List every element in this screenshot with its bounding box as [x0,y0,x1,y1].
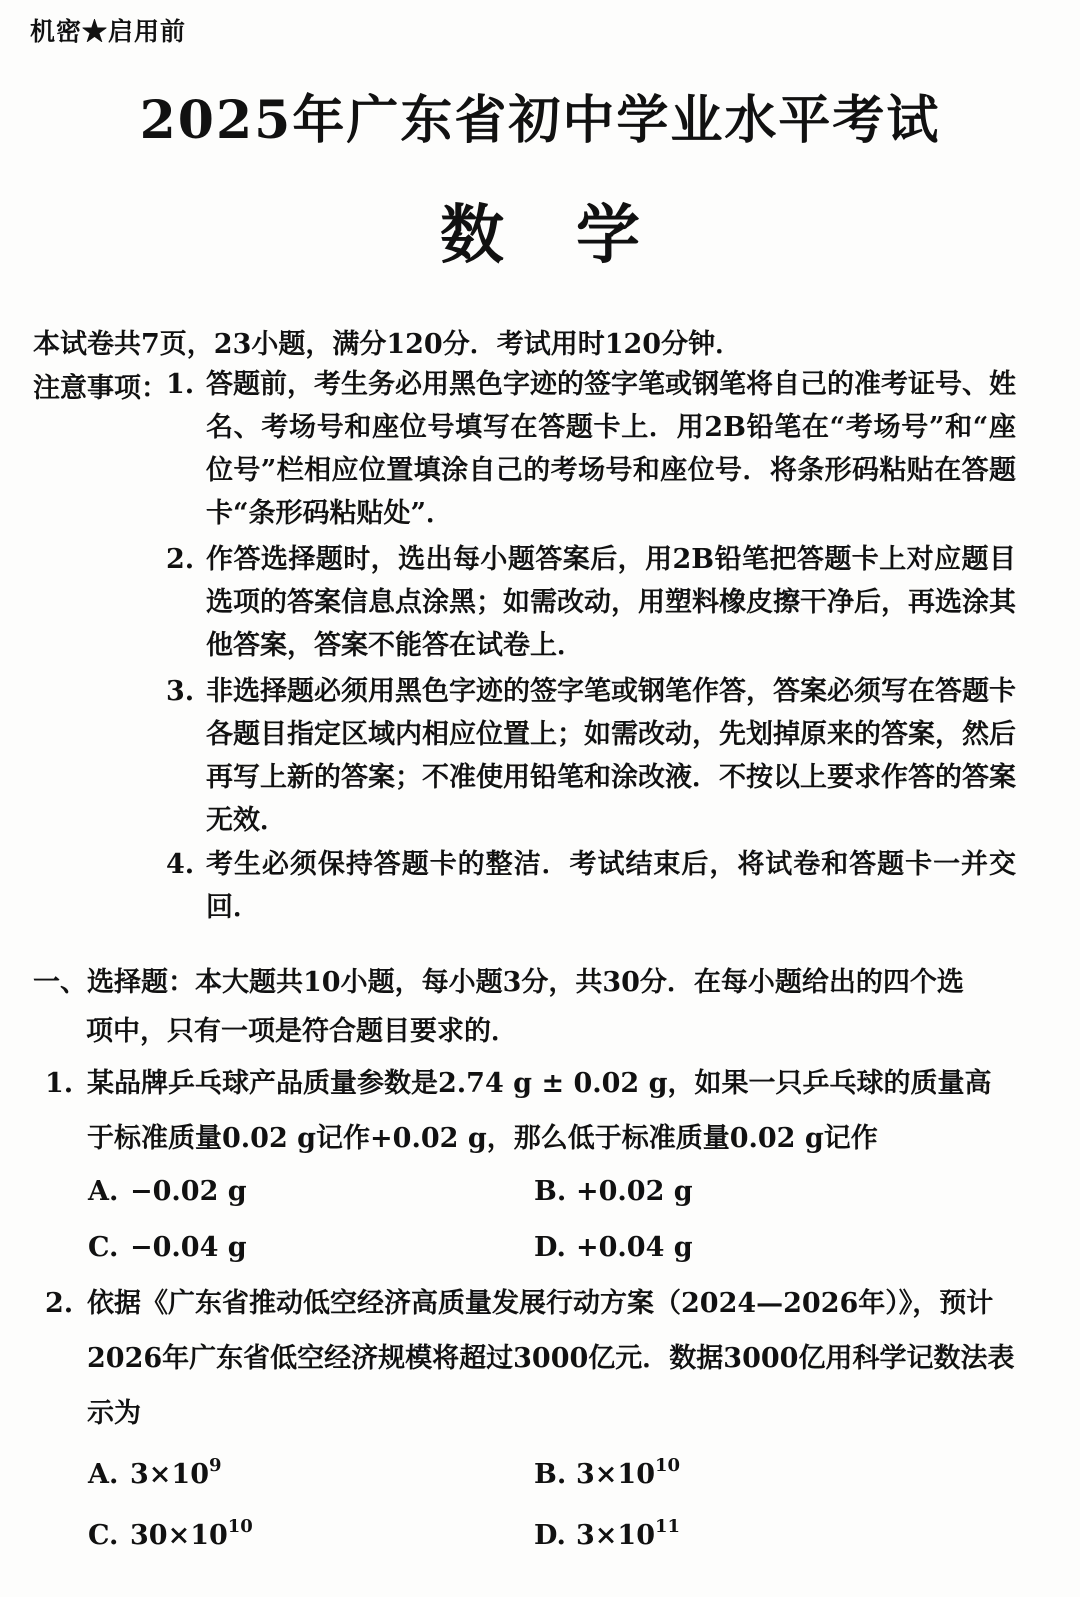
option-text: −0.02 g [130,1176,247,1207]
exam-info: 本试卷共7页，23小题，满分120分．考试用时120分钟． [33,329,743,360]
notice-label: 注意事项： [33,373,168,404]
question-1 [45,1056,1015,1166]
option-letter: D. [534,1520,566,1551]
notice-text: 非选择题必须用黑色字迹的签字笔或钢笔作答，答案必须写在答题卡各题目指定区域内相应位置上；如需改动，先划掉原来的答案，然后再写上新的答案；不准使用铅笔和涂改液．不按以上要求作答的答案无效． [206,676,1016,836]
question-1-option-d [534,1232,693,1263]
question-number: 2. [45,1288,74,1319]
option-base: 3×10 [130,1459,209,1490]
question-1-option-a [88,1176,247,1207]
option-text: +0.02 g [576,1176,693,1207]
notice-number: 1. [166,369,195,400]
option-base: 30×10 [130,1520,228,1551]
notice-item-3 [166,670,1016,842]
notice-item-4 [166,843,1016,929]
option-base: 3×10 [576,1459,655,1490]
option-letter: B. [534,1176,567,1207]
notice-text: 考生必须保持答题卡的整洁．考试结束后，将试卷和答题卡一并交回． [206,849,1016,923]
option-letter: A. [88,1459,119,1490]
question-number: 1. [45,1068,74,1099]
section-heading [33,958,1018,1056]
notice-number: 2. [166,544,195,575]
notice-text: 作答选择题时，选出每小题答案后，用2B铅笔把答题卡上对应题目选项的答案信息点涂黑；如需改动，用塑料橡皮擦干净后，再选涂其他答案，答案不能答在试卷上． [206,544,1016,661]
option-letter: D. [534,1232,566,1263]
question-2 [45,1276,1015,1441]
subject-title: 数学 [440,198,712,273]
question-2-option-b [534,1455,680,1490]
notice-number: 4. [166,849,195,880]
question-1-option-c [88,1232,247,1263]
question-2-option-d [534,1516,680,1551]
option-letter: C. [88,1520,119,1551]
option-letter: A. [88,1176,119,1207]
option-exponent: 10 [654,1455,681,1476]
notice-item-1 [166,363,1016,535]
section-heading-line2: 项中，只有一项是符合题目要求的． [86,1016,518,1047]
option-exponent: 11 [654,1516,681,1537]
question-2-option-a [88,1455,222,1490]
option-letter: B. [534,1459,567,1490]
notice-item-2 [166,538,1016,667]
question-text: 某品牌乒乓球产品质量参数是2.74 g ± 0.02 g，如果一只乒乓球的质量高于标准质量0.02 g记作+0.02 g，那么低于标准质量0.02 g记作 [87,1068,992,1154]
option-text: −0.04 g [130,1232,247,1263]
option-base: 3×10 [576,1520,655,1551]
exam-title: 2025年广东省初中学业水平考试 [139,90,941,151]
option-letter: C. [88,1232,119,1263]
question-2-option-c [88,1516,253,1551]
question-1-option-b [534,1176,693,1207]
notice-number: 3. [166,676,195,707]
option-exponent: 9 [208,1455,222,1476]
notice-text: 答题前，考生务必用黑色字迹的签字笔或钢笔将自己的准考证号、姓名、考场号和座位号填写在答题卡上．用2B铅笔在“考场号”和“座位号”栏相应位置填涂自己的考场号和座位号．将条形码粘贴在答题卡“条形码粘贴处”． [206,369,1016,529]
confidential-label: 机密★启用前 [30,17,187,46]
option-exponent: 10 [227,1516,253,1537]
question-text: 依据《广东省推动低空经济高质量发展行动方案（2024—2026年）》，预计2026年广东省低空经济规模将超过3000亿元．数据3000亿用科学记数法表示为 [87,1288,1015,1429]
option-text: +0.04 g [576,1232,693,1263]
section-heading-line1: 一、选择题：本大题共10小题，每小题3分，共30分．在每小题给出的四个选 [33,967,964,998]
